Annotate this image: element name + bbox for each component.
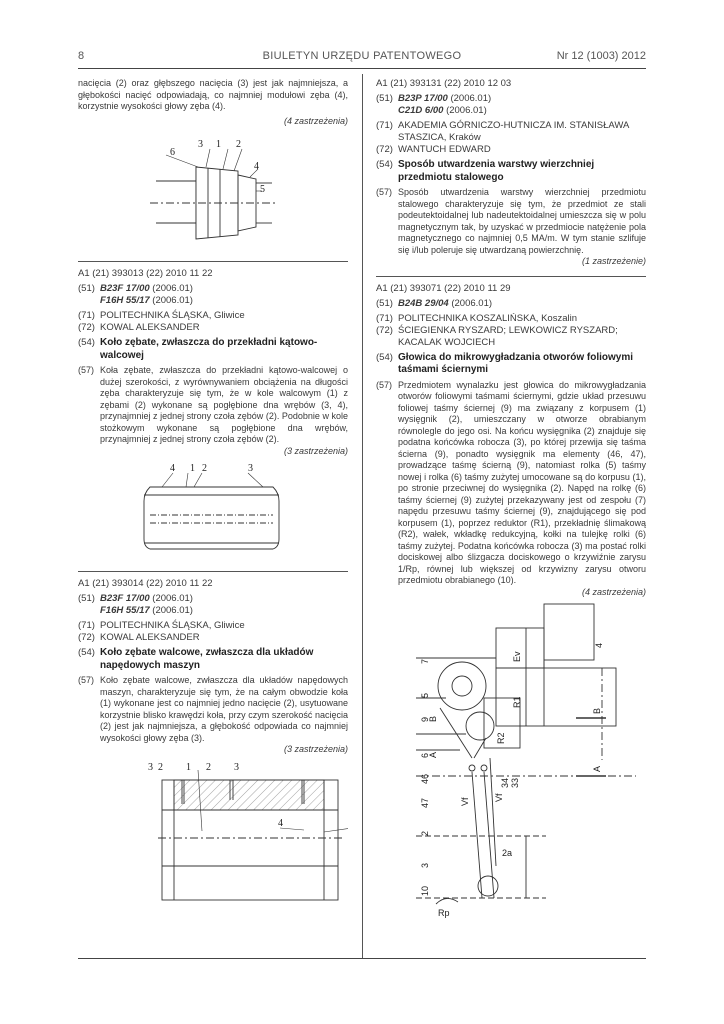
invention-title: Koło zębate walcowe, zwłaszcza dla układów napędowych maszyn	[100, 647, 314, 671]
fig-label: 33	[510, 777, 520, 788]
inventor: KOWAL ALEKSANDER	[100, 632, 200, 643]
fig-label: 3	[148, 761, 153, 773]
applicant: AKADEMIA GÓRNICZO-HUTNICZA IM. STANISŁAWA STASZICA, Kraków	[398, 120, 629, 143]
patent-entry-393014	[78, 578, 348, 906]
ipc-date: (2006.01)	[450, 93, 492, 104]
ipc-values	[398, 93, 646, 117]
field-code: (71)	[376, 120, 393, 131]
fig1-label: 4	[254, 161, 259, 172]
entry-head: A1 (21) 393013 (22) 2010 11 22	[78, 268, 213, 279]
fig-label: 1	[186, 761, 191, 773]
figure-gear-393013-drawing	[78, 457, 348, 569]
fig-label: B	[428, 715, 438, 722]
fig-label: 46	[420, 773, 430, 784]
fig-label: 2	[206, 761, 211, 773]
applicant: POLITECHNIKA ŚLĄSKA, Gliwice	[100, 310, 245, 321]
fig-label: 7	[420, 658, 430, 664]
title-row	[78, 337, 348, 362]
ipc-code: C21D 6/00	[398, 105, 444, 116]
field-code: (57)	[376, 379, 393, 390]
fig-label: 4	[170, 463, 175, 474]
ipc-date: (2006.01)	[152, 295, 193, 306]
fig-label: R2	[496, 732, 506, 744]
patent-entry-393071	[376, 283, 646, 919]
figure-grinding-head	[376, 598, 646, 918]
journal-title: BIULETYN URZĘDU PATENTOWEGO	[262, 50, 462, 62]
figure-gear-393014	[78, 756, 348, 906]
fig-label: 9	[420, 716, 430, 722]
fig1-label: 5	[260, 184, 265, 195]
page-header	[78, 48, 646, 69]
invention-title: Koło zębate, zwłaszcza do przekładni kątowo-walcowej	[100, 337, 318, 361]
figure-shaft-gear-drawing	[78, 127, 348, 255]
abstract: Sposób utwardzenia warstwy wierzchniej przedmiotu stalowego charakteryzuje się tym, że przedmiot ze stali podeutektoidalnej lub nadeutektoidalnej umieszcza się w polu magnetycznym tak, by uzyskać w przedmiocie natężenie pola magnetycznego co najmniej 0,5 MA/m. W tym stanie szlifuje się i/lub poleruje się utwardzaną powierzchnię.	[398, 187, 646, 255]
fig-label: 34	[500, 777, 510, 788]
applicant-row	[78, 620, 348, 632]
ipc-date: (2006.01)	[451, 297, 493, 309]
section-separator	[78, 261, 348, 262]
fig-label: 47	[420, 797, 430, 808]
ipc-code: B24B 29/04	[398, 297, 449, 309]
patent-entry-393013	[78, 268, 348, 569]
ipc-values	[100, 283, 348, 307]
field-code: (51)	[376, 93, 393, 104]
ipc-date: (2006.01)	[152, 605, 193, 616]
claims-count: (1 zastrzeżenie)	[581, 256, 646, 266]
field-code: (71)	[78, 310, 95, 321]
patent-entry-393131	[376, 78, 646, 268]
column-divider	[362, 74, 363, 958]
fig-label: 6	[420, 752, 430, 758]
intro-text: nacięcia (2) oraz głębszego nacięcia (3) jest jak najmniejsza, a głębokości nacięć odpowiadają, co najmniej modułowi zęba (4), korzystnie wysokości głowy zęba (4).	[78, 78, 348, 111]
inventor-row	[78, 632, 348, 644]
left-column	[78, 78, 348, 906]
field-code: (71)	[78, 620, 95, 631]
fig-label: 2	[202, 463, 207, 474]
ipc-date: (2006.01)	[152, 593, 193, 604]
figure-gear-393013	[78, 457, 348, 569]
abstract: Przedmiotem wynalazku jest głowica do mikrowygładzania otworów foliowymi taśmami ściernymi, gdzie układ przesuwu foliowej taśmy ściernej (9) ma związany z korpusem (1) wysięgnik (2), umieszczany w otworze obrabianym równolegle do jego osi. Na końcu wysięgnika (2) znajduje się podatna końcówka robocza (3), po której przewija się taśma ścierna (9), ponadto wysięgnik ma elementy (46, 47), prowadzące taśmę ścierną (9), natomiast rolka (5) taśmy nowej i rolka (6) taśmy zużytej umocowane są do korpusu (1), po stronie przeciwnej do wysięgnika (2). Napęd na rolkę (6) taśmy ściernej (9) zużytej przekazywany jest od zespołu (7) napędu przesuwu taśmy ściernej (9), znajdującego się pod korpusem (1), poprzez reduktor (R1), przekładnię ślimakową (R2), wałek, wkładkę redukcyjną, kołki na tulejkę rolki (6) taśmy zużytej. Podatna końcówka robocza (3) ma postać rolki dociskowej albo ślizgacza dociskowego o krzywiźnie zarysu 1/Rp, równej lub większej od krzywizny zarysu otworu przedmiotu obrabianego (10).	[398, 379, 646, 585]
entry-head: A1 (21) 393131 (22) 2010 12 03	[376, 78, 512, 89]
ipc-code: B23F 17/00	[100, 283, 150, 294]
fig-label: Vf	[494, 793, 504, 802]
fig-label: A	[592, 765, 602, 772]
claims-count: (3 zastrzeżenia)	[283, 445, 348, 456]
applicant-row	[376, 120, 646, 144]
fig-label: 5	[420, 692, 430, 698]
title-row	[376, 352, 646, 377]
claims-count: (4 zastrzeżenia)	[581, 586, 646, 597]
inventor: WANTUCH EDWARD	[398, 144, 491, 155]
field-code: (51)	[78, 283, 95, 294]
fig-label: 10	[420, 885, 430, 896]
fig-label: 2a	[502, 848, 513, 858]
fig-label: A	[428, 751, 438, 758]
abstract-row	[78, 675, 348, 744]
title-row	[78, 647, 348, 672]
ipc-code: B23P 17/00	[398, 93, 448, 104]
ipc-row	[376, 93, 646, 117]
ipc-code: F16H 55/17	[100, 605, 150, 616]
abstract-row	[78, 365, 348, 446]
abstract-row	[376, 380, 646, 587]
fig-label: Rp	[438, 908, 450, 918]
figure-gear-393014-drawing	[78, 756, 348, 906]
inventor: ŚCIEGIENKA RYSZARD; LEWKOWICZ RYSZARD; KACALAK WOJCIECH	[398, 324, 618, 348]
fig-label: B	[592, 707, 602, 714]
field-code: (51)	[78, 593, 95, 604]
fig-label: 3	[234, 761, 239, 773]
field-code: (57)	[78, 675, 95, 685]
ipc-row	[78, 283, 348, 307]
invention-title: Głowica do mikrowygładzania otworów foliowymi taśmami ściernymi	[398, 351, 634, 375]
ipc-values	[100, 593, 348, 617]
entry-head: A1 (21) 393071 (22) 2010 11 29	[376, 282, 511, 294]
field-code: (72)	[78, 322, 95, 333]
fig-label: 4	[594, 642, 604, 648]
figure-grinding-head-drawing	[376, 598, 646, 918]
field-code: (54)	[78, 647, 95, 658]
page-number: 8	[78, 50, 85, 62]
inventor-row	[376, 325, 646, 349]
fig1-label: 3	[198, 139, 203, 150]
ipc-row	[376, 298, 646, 310]
ipc-values	[398, 298, 646, 310]
field-code: (71)	[376, 312, 393, 324]
fig1-label: 2	[236, 139, 241, 150]
ipc-row	[78, 593, 348, 617]
applicant-row	[376, 313, 646, 325]
right-column	[376, 78, 646, 918]
inventor-row	[376, 144, 646, 156]
fig-label: 1	[190, 463, 195, 474]
fig-label: 4	[278, 817, 283, 829]
abstract-row	[376, 187, 646, 256]
ipc-code: B23F 17/00	[100, 593, 150, 604]
field-code: (54)	[376, 351, 393, 363]
issue-number: Nr 12 (1003) 2012	[556, 50, 646, 62]
field-code: (54)	[78, 337, 95, 348]
intro-claims: (4 zastrzeżenia)	[283, 115, 348, 126]
fig-label: 3	[420, 862, 430, 868]
applicant: POLITECHNIKA ŚLĄSKA, Gliwice	[100, 620, 245, 631]
field-code: (72)	[376, 324, 393, 336]
claims-count: (3 zastrzeżenia)	[283, 744, 348, 754]
field-code: (54)	[376, 159, 393, 170]
inventor: KOWAL ALEKSANDER	[100, 322, 200, 333]
entry-head: A1 (21) 393014 (22) 2010 11 22	[78, 578, 213, 589]
field-code: (72)	[376, 144, 393, 155]
ipc-date: (2006.01)	[152, 283, 193, 294]
fig-label: 2	[420, 830, 430, 836]
title-row	[376, 159, 646, 184]
figure-shaft-gear	[78, 127, 348, 255]
abstract: Koła zębate, zwłaszcza do przekładni kątowo-walcowej o dużej szerokości, z wyrównywaniem obciążenia na długości zęba charakteryzuje się tym, że w kole walcowym (1) z zębami (2) wykonane są pogłębione dna wrębów (3, 4), przynajmniej z jednej strony czoła zębów (2). Podobnie w kole stożkowym wykonane są pogłębione dna wrębów, przynajmniej z jednej strony czoła zębów (2).	[100, 365, 348, 444]
bottom-rule	[78, 958, 646, 959]
abstract: Koło zębate walcowe, zwłaszcza dla układów napędowych maszyn, charakteryzuje się tym, że na całym obwodzie koła (1) wykonane jest co najmniej jedno nacięcie (2), usytuowane korzystnie blisko krawędzi koła, przy czym szerokość nacięcia (2) jest jak najmniejsza, a głębokość odpowiada co najmniej wysokości głowy zęba (3).	[100, 675, 348, 743]
fig-label: Ev	[512, 651, 522, 662]
section-separator	[78, 571, 348, 572]
field-code: (57)	[78, 365, 95, 375]
inventor-row	[78, 322, 348, 334]
field-code: (57)	[376, 187, 393, 197]
ipc-code: F16H 55/17	[100, 295, 150, 306]
field-code: (72)	[78, 632, 95, 643]
fig-label: 3	[248, 463, 253, 474]
field-code: (51)	[376, 297, 393, 309]
fig1-label: 6	[170, 147, 175, 158]
applicant-row	[78, 310, 348, 322]
fig-label: R1	[512, 696, 522, 708]
fig-label: 2	[158, 761, 163, 773]
fig-label: Vf	[460, 797, 470, 806]
fig1-label: 1	[216, 139, 221, 150]
section-separator	[376, 276, 646, 277]
ipc-date: (2006.01)	[446, 105, 487, 116]
applicant: POLITECHNIKA KOSZALIŃSKA, Koszalin	[398, 312, 577, 324]
invention-title: Sposób utwardzenia warstwy wierzchniej przedmiotu stalowego	[398, 159, 595, 183]
